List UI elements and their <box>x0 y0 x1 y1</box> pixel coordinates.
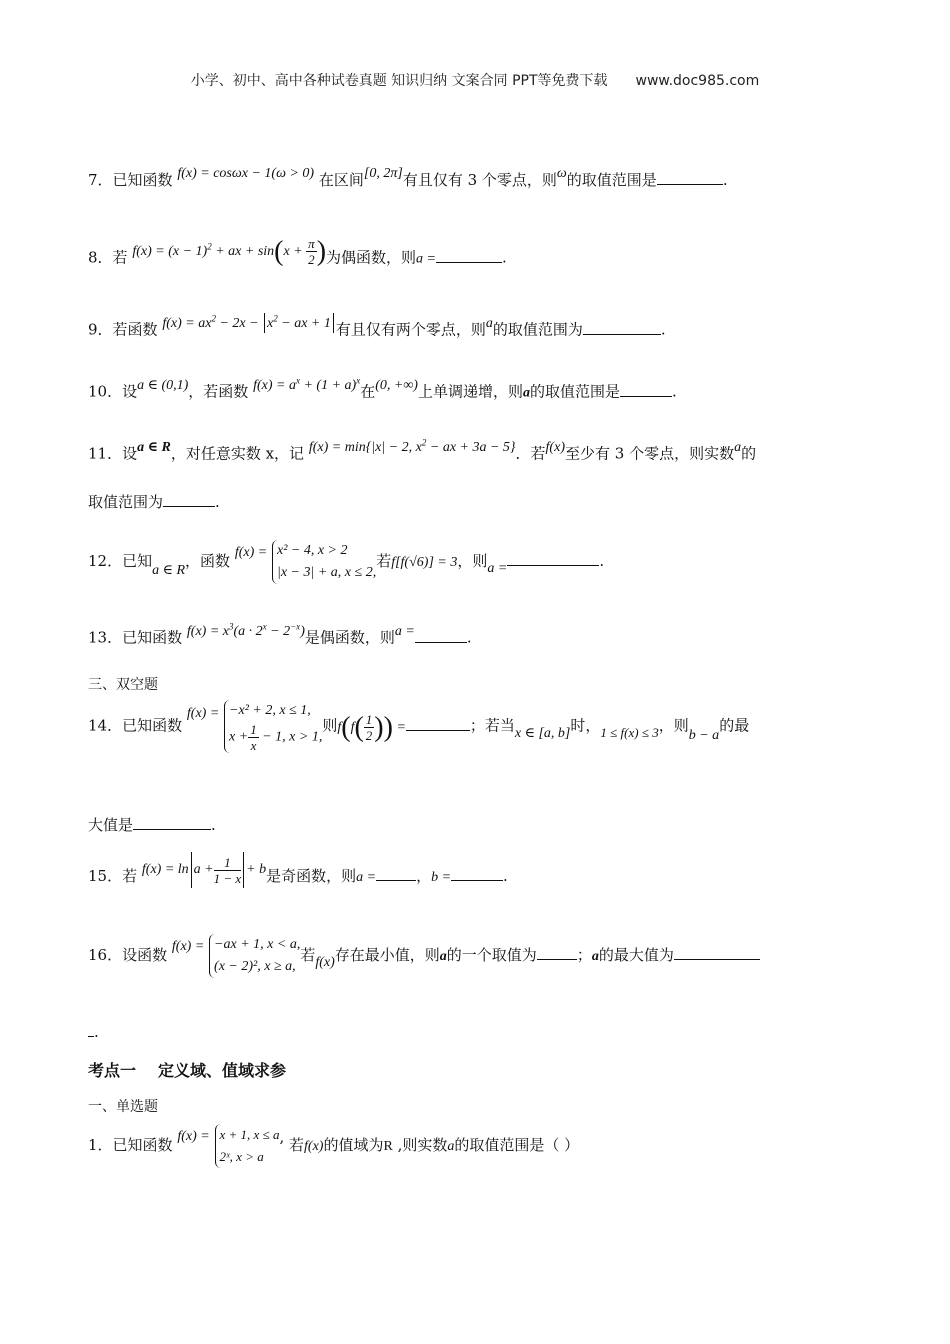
q13-f2: (a · 2 <box>233 623 263 639</box>
q9-sq: 2 <box>211 313 216 323</box>
q1-comma: , <box>279 1128 285 1146</box>
q10-formula <box>253 375 361 393</box>
question-8 <box>88 235 507 275</box>
q9-f: f(x) = ax <box>162 315 212 331</box>
q9-answer-blank[interactable] <box>583 320 661 335</box>
q8-pi-over-2 <box>306 236 317 267</box>
q11-formula <box>308 437 516 455</box>
question-9 <box>88 313 666 342</box>
question-16-line2 <box>88 1022 99 1042</box>
q11-text5: 的 <box>741 444 757 463</box>
q1-piecewise <box>215 1124 280 1168</box>
q14-xden: x <box>250 738 257 753</box>
q13-number: 13． <box>88 628 123 647</box>
q12-a: a = <box>487 561 508 576</box>
q8-two: 2 <box>308 252 315 267</box>
abs-bar <box>243 852 244 888</box>
q8-a: a = <box>416 251 436 267</box>
q10-x1: x <box>295 375 300 385</box>
q8-f1: f(x) = (x − 1) <box>132 243 208 259</box>
q12-cond: a ∈ R <box>152 563 186 578</box>
q16-piecewise <box>209 934 300 978</box>
q14-answer-blank-2[interactable] <box>133 815 211 830</box>
q12-answer-blank[interactable] <box>507 551 599 566</box>
q14-text2: 则 <box>322 716 338 735</box>
q10-text5: 的取值范围是 <box>529 382 620 401</box>
q9-text2: 有且仅有两个零点，则 <box>335 320 486 339</box>
q14-text4: 时， <box>570 716 601 735</box>
q9-text: 若函数 <box>112 320 158 339</box>
q9-f2: − 2x − <box>215 315 263 331</box>
q15-sep: ， <box>416 867 432 886</box>
q16-text6: 的最大值为 <box>598 946 674 964</box>
q1-text3: 的值域为 <box>323 1136 384 1154</box>
q1-number: 1． <box>88 1136 113 1154</box>
q16-a2: a <box>591 949 599 964</box>
q12-text2: ，函数 <box>185 552 231 570</box>
abs-bar <box>191 852 192 888</box>
q7-answer-blank[interactable] <box>657 170 723 185</box>
q14-row2 <box>229 722 322 753</box>
q13-f4: ) <box>300 623 305 639</box>
q10-text2: ，若函数 <box>188 382 249 401</box>
q14-piecewise <box>224 700 322 753</box>
q16-text: 设函数 <box>122 946 168 964</box>
q16-text4: 的一个取值为 <box>446 946 537 964</box>
q13-a: a = <box>394 623 415 639</box>
q8-text: 若 <box>112 248 128 267</box>
q14-ff <box>337 711 406 743</box>
q15-formula <box>141 854 267 886</box>
q8-f2: + ax + sin <box>211 243 275 259</box>
q10-f: f(x) = a <box>253 377 296 393</box>
q8-period: . <box>501 248 507 267</box>
q1-fx: f(x) <box>304 1139 324 1154</box>
question-11 <box>88 437 757 466</box>
q12-text3: 若 <box>376 552 392 570</box>
q15-den: 1 − x <box>213 870 242 886</box>
q1-text4: ,则实数 <box>392 1136 448 1154</box>
q14-period: . <box>211 816 216 834</box>
q9-text3: 的取值范围为 <box>492 320 583 339</box>
q9-number: 9． <box>88 320 113 339</box>
q9-f4: − ax + 1 <box>277 315 331 331</box>
heading-label: 考点一 <box>88 1061 137 1080</box>
q14-text6: 的最 <box>719 716 750 735</box>
q11-cond: a ∈ R <box>137 439 171 455</box>
q12-row2: |x − 3| + a, x ≤ 2, <box>276 565 377 580</box>
q13-text: 已知函数 <box>122 628 183 647</box>
q8-pi: π <box>308 236 315 251</box>
q16-answer-blank-1[interactable] <box>537 945 577 960</box>
q14-one-over-x <box>248 722 259 753</box>
q14-text5: ，则 <box>658 716 689 735</box>
question-15 <box>88 854 508 896</box>
q14-cond: x ∈ [a, b] <box>514 725 571 741</box>
q14-row2b: − 1, x > 1, <box>258 729 323 745</box>
q10-interval: (0, +∞) <box>375 377 418 393</box>
header-text: 小学、初中、高中各种试卷真题 知识归纳 文案合同 PPT等免费下载 <box>190 73 608 89</box>
q12-text4: ，则 <box>457 552 488 570</box>
q14-ineq: 1 ≤ f(x) ≤ 3 <box>600 724 659 740</box>
q7-period: . <box>722 171 728 189</box>
q12-row1: x² − 4, x > 2 <box>276 543 348 558</box>
q10-f2: + (1 + a) <box>299 377 357 393</box>
q13-cube: 3 <box>228 621 234 631</box>
q8-sq: 2 <box>207 241 212 252</box>
q11-text: 设 <box>122 444 138 463</box>
q10-a: a <box>522 385 530 401</box>
q10-x2: x <box>356 375 361 385</box>
question-7 <box>88 166 728 192</box>
q15-period: . <box>503 867 508 886</box>
question-10 <box>88 375 677 404</box>
q13-text2: 是偶函数，则 <box>304 628 395 647</box>
q14-ff1: f <box>337 719 342 735</box>
q14-row2a: x + <box>229 729 249 745</box>
q14-ba: b − a <box>688 727 720 743</box>
q14-answer-blank-1[interactable] <box>406 716 470 731</box>
q1-f: f(x) = <box>177 1129 210 1144</box>
q9-a: a <box>485 315 493 331</box>
q15-fraction <box>214 855 242 886</box>
q11-f: f(x) = min{|x| − 2, x <box>308 439 422 455</box>
paren-open: ( <box>341 711 351 743</box>
paren-close: ) <box>383 711 393 743</box>
section-3-title: 三、双空题 <box>88 677 158 693</box>
q14-half-den: 2 <box>365 727 373 743</box>
q13-f3: − 2 <box>266 623 291 639</box>
q16-number: 16． <box>88 946 123 964</box>
q7-interval: [0, 2π] <box>363 166 403 181</box>
q16-text5: ； <box>576 946 592 964</box>
q15-text2: 是奇函数，则 <box>266 867 357 886</box>
q7-text3: 有且仅有 3 个零点，则 <box>402 171 557 189</box>
q10-text4: 上单调递增，则 <box>417 382 523 401</box>
page-header <box>0 70 950 90</box>
q13-negx: −x <box>290 621 301 631</box>
q8-formula <box>132 235 327 267</box>
q15-answer-blank-a[interactable] <box>376 866 416 881</box>
heading-title: 定义域、值域求参 <box>158 1061 287 1080</box>
q14-text3: ；若当 <box>469 716 515 735</box>
q13-x: x <box>262 621 267 631</box>
q11-number: 11． <box>88 444 123 463</box>
q12-piecewise <box>272 540 376 584</box>
q12-text: 已知 <box>122 552 153 570</box>
q15-f: f(x) = ln <box>141 862 189 878</box>
q11-answer-blank[interactable] <box>163 492 215 507</box>
q1-row1: x + 1, x ≤ a <box>219 1127 280 1142</box>
q11-sq: 2 <box>421 437 427 447</box>
question-14-line2 <box>88 815 216 835</box>
q8-text2: 为偶函数，则 <box>326 248 417 267</box>
q7-text2: 在区间 <box>318 171 364 189</box>
q12-ff: f[f(√6)] = 3 <box>391 555 458 570</box>
q14-row1: −x² + 2, x ≤ 1, <box>229 703 311 718</box>
section-1-title: 一、单选题 <box>88 1099 158 1115</box>
q11-line2: 取值范围为 <box>88 493 164 511</box>
header-url[interactable]: www.doc985.com <box>635 73 760 89</box>
q14-number: 14． <box>88 716 123 735</box>
q13-period: . <box>466 628 472 647</box>
paren-open: ( <box>274 235 284 267</box>
q1-row2: 2ˣ, x > a <box>219 1149 264 1164</box>
q7-omega: ω <box>556 166 567 181</box>
q14-half <box>364 712 375 743</box>
q1-R: R <box>383 1139 393 1154</box>
q11-period: . <box>215 493 220 511</box>
q10-number: 10． <box>88 382 123 401</box>
q7-formula: f(x) = cosωx − 1(ω > 0) <box>177 166 315 181</box>
question-1 <box>88 1124 579 1168</box>
q12-f: f(x) = <box>234 545 268 560</box>
q12-period: . <box>599 552 605 570</box>
q11-fx: f(x) <box>545 439 565 455</box>
q9-sq2: 2 <box>273 313 278 323</box>
q1-text5: 的取值范围是（ ） <box>454 1136 580 1154</box>
q11-text2: ，对任意实数 x，记 <box>170 444 305 463</box>
question-16 <box>88 934 760 978</box>
q9-formula <box>162 313 336 331</box>
q7-number: 7． <box>88 171 113 189</box>
q10-text3: 在 <box>360 382 376 401</box>
q16-f: f(x) = <box>171 939 205 954</box>
q10-text: 设 <box>122 382 138 401</box>
topic-heading <box>88 1058 286 1081</box>
q8-number: 8． <box>88 248 113 267</box>
q15-one: 1 <box>214 855 242 871</box>
q16-period: . <box>94 1023 99 1041</box>
q8-answer-blank[interactable] <box>436 248 502 263</box>
q14-half-num: 1 <box>365 711 373 727</box>
q15-answer-blank-b[interactable] <box>451 866 503 881</box>
q14-line2: 大值是 <box>88 816 134 834</box>
q10-cond: a ∈ (0,1) <box>137 377 189 393</box>
q15-fb: + b <box>246 862 267 878</box>
q1-text: 已知函数 <box>112 1136 173 1154</box>
q11-text4: 至少有 3 个零点，则实数 <box>564 444 735 463</box>
q11-text3: ．若 <box>515 444 546 463</box>
q16-fx: f(x) <box>315 955 335 970</box>
abs-bar <box>264 313 265 333</box>
paren-close: ) <box>316 235 327 267</box>
q15-number: 15． <box>88 867 123 886</box>
q12-number: 12． <box>88 552 123 570</box>
q15-a: a = <box>356 870 377 886</box>
q16-row2: (x − 2)², x ≥ a, <box>214 959 296 974</box>
q7-text: 已知函数 <box>112 171 173 189</box>
q16-a: a <box>439 949 447 964</box>
paren-close: ) <box>374 711 384 743</box>
q9-period: . <box>660 320 666 339</box>
q13-f: f(x) = x <box>186 623 229 639</box>
q15-text: 若 <box>122 867 138 886</box>
q11-a: a <box>734 439 742 455</box>
q16-row1: −ax + 1, x < a, <box>214 937 301 952</box>
question-14 <box>88 700 749 753</box>
question-12 <box>88 540 604 584</box>
q1-a: a <box>447 1139 455 1154</box>
paren-open: ( <box>354 711 364 743</box>
question-13 <box>88 621 472 650</box>
q14-ff2: f <box>350 719 355 735</box>
q14-one: 1 <box>250 722 257 737</box>
q16-text2: 若 <box>300 946 316 964</box>
q16-answer-blank-2[interactable] <box>674 945 760 960</box>
q14-text: 已知函数 <box>122 716 183 735</box>
q13-answer-blank[interactable] <box>415 628 467 643</box>
q13-formula <box>186 621 305 639</box>
q14-f: f(x) = <box>186 705 220 721</box>
q14-eq: = <box>392 719 406 735</box>
q11-f2: − ax + 3a − 5} <box>426 439 516 455</box>
q10-period: . <box>672 382 677 401</box>
q15-fa: a + <box>193 862 214 878</box>
question-11-line2 <box>88 492 220 512</box>
q7-text4: 的取值范围是 <box>566 171 657 189</box>
q9-f3: x <box>267 315 274 331</box>
q8-f3: x + <box>283 243 303 259</box>
q15-b: b = <box>431 870 452 886</box>
q16-text3: 存在最小值，则 <box>334 946 440 964</box>
q10-answer-blank[interactable] <box>620 382 672 397</box>
abs-bar <box>333 313 334 333</box>
q1-text2: 若 <box>289 1136 305 1154</box>
